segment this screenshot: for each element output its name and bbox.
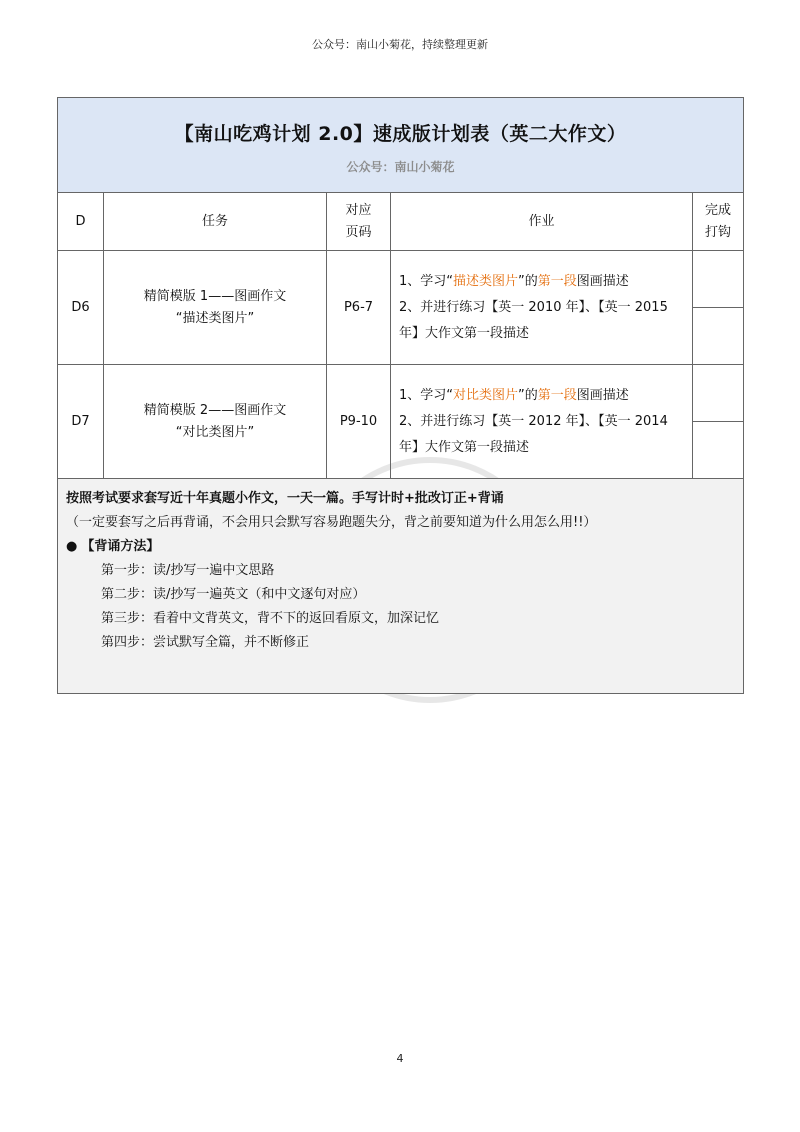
check-box-cell[interactable] <box>693 308 744 365</box>
col-header-check <box>693 193 744 251</box>
method-step: 第二步：读/抄写一遍英文（和中文逐句对应） <box>101 587 366 602</box>
homework-text: 图画描述 <box>576 273 629 289</box>
plan-title: 【南山吃鸡计划 2.0】速成版计划表（英二大作文） <box>174 123 627 145</box>
check-box-cell[interactable] <box>693 422 744 479</box>
bullet-icon: ● <box>66 539 78 554</box>
header-row <box>58 193 744 251</box>
day-cell: D6 <box>58 251 104 365</box>
homework-line: 2、并进行练习【英一 2010 年】、【英一 2015 <box>399 299 668 315</box>
col-header-day: D <box>58 193 104 251</box>
method-step: 第一步：读/抄写一遍中文思路 <box>101 563 275 578</box>
check-box-cell[interactable] <box>693 365 744 422</box>
note-line: 按照考试要求套写近十年真题小作文，一天一篇。手写计时+批改订正+背诵 <box>66 491 504 506</box>
task-line: 精简模版 2——图画作文 <box>143 402 287 418</box>
homework-line: 年】大作文第一段描述 <box>399 325 530 341</box>
homework-text: 1、学习“ <box>399 387 454 403</box>
col-header-check-line2: 打钩 <box>705 224 732 240</box>
page-cell: P9-10 <box>327 365 391 479</box>
col-header-page-line1: 对应 <box>345 202 372 218</box>
task-line: “描述类图片” <box>175 310 255 326</box>
highlight-text: 对比类图片 <box>453 387 519 403</box>
highlight-text: 第一段 <box>537 387 577 403</box>
homework-line: 2、并进行练习【英一 2012 年】、【英一 2014 <box>399 413 668 429</box>
highlight-text: 第一段 <box>537 273 577 289</box>
homework-line <box>399 269 684 295</box>
title-cell <box>58 98 744 193</box>
page-number: 4 <box>396 1052 404 1065</box>
col-header-task: 任务 <box>104 193 327 251</box>
table-row <box>58 251 744 308</box>
header-note: 公众号：南山小菊花，持续整理更新 <box>312 38 488 51</box>
method-title-text: 【背诵方法】 <box>81 539 160 554</box>
method-step: 第三步：看着中文背英文，背不下的返回看原文，加深记忆 <box>101 611 440 626</box>
task-cell <box>104 251 327 365</box>
note-line: （一定要套写之后再背诵，不会用只会默写容易跑题失分，背之前要知道为什么用怎么用!!） <box>66 515 597 530</box>
plan-subtitle: 公众号：南山小菊花 <box>346 160 455 174</box>
method-title <box>66 535 735 559</box>
col-header-homework: 作业 <box>391 193 693 251</box>
task-line: “对比类图片” <box>175 424 255 440</box>
day-cell: D7 <box>58 365 104 479</box>
homework-line <box>399 383 684 409</box>
task-cell <box>104 365 327 479</box>
col-header-page <box>327 193 391 251</box>
col-header-check-line1: 完成 <box>705 202 732 218</box>
homework-text: ”的 <box>518 273 538 289</box>
col-header-page-line2: 页码 <box>345 224 372 240</box>
check-box-cell[interactable] <box>693 251 744 308</box>
homework-text: 1、学习“ <box>399 273 454 289</box>
task-line: 精简模版 1——图画作文 <box>143 288 287 304</box>
page-cell: P6-7 <box>327 251 391 365</box>
notes-cell <box>58 479 744 694</box>
method-step: 第四步：尝试默写全篇，并不断修正 <box>101 635 310 650</box>
homework-text: 图画描述 <box>576 387 629 403</box>
plan-table <box>57 97 744 694</box>
homework-cell <box>391 251 693 365</box>
homework-cell <box>391 365 693 479</box>
homework-line: 年】大作文第一段描述 <box>399 439 530 455</box>
homework-text: ”的 <box>518 387 538 403</box>
highlight-text: 描述类图片 <box>453 273 519 289</box>
table-row <box>58 365 744 422</box>
